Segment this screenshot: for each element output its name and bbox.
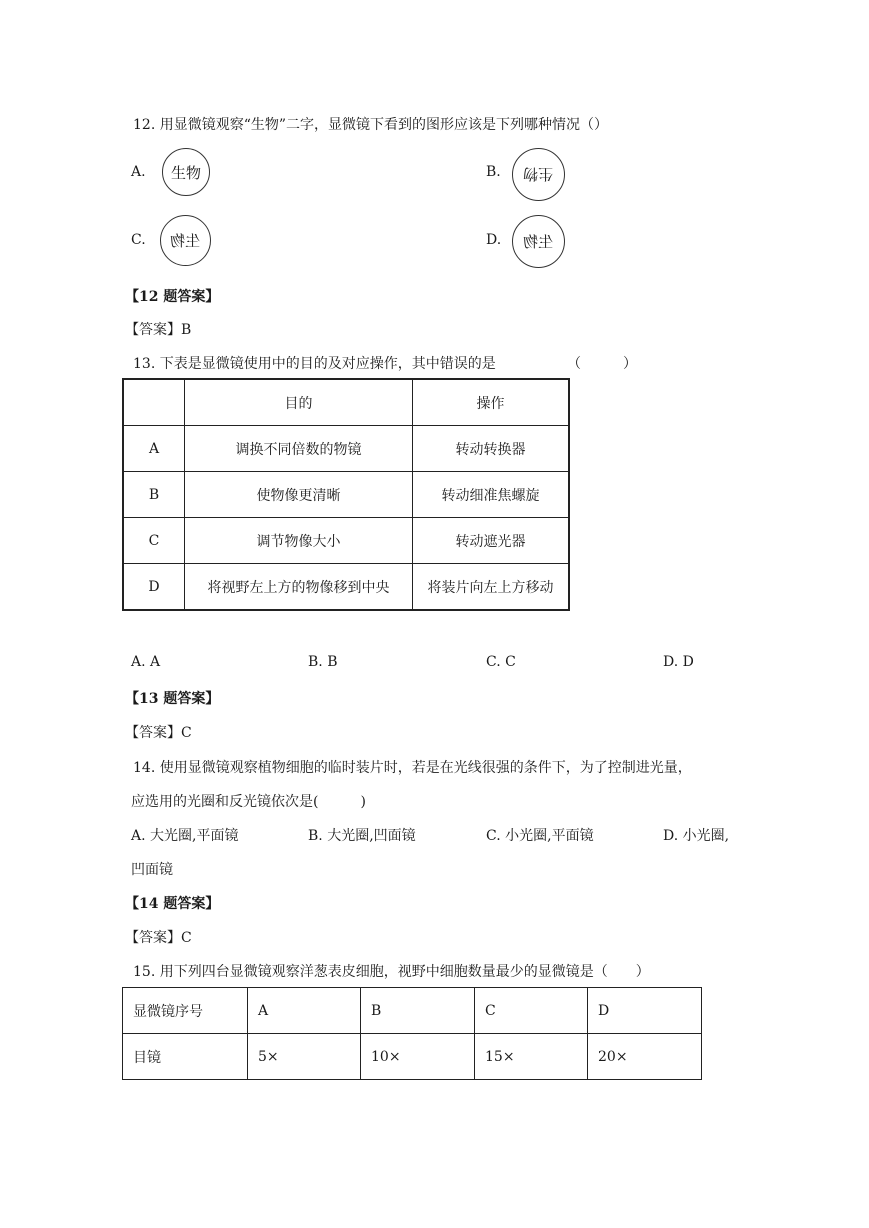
- q12-option-b-image: [512, 148, 565, 201]
- table-header: 操作: [413, 379, 570, 426]
- q14-option-b: B. 大光圈,凹面镜: [308, 828, 416, 844]
- table-cell: D: [123, 564, 185, 611]
- table-cell: 调换不同倍数的物镜: [185, 426, 413, 472]
- q14-answer: 【答案】C: [125, 930, 192, 946]
- q12-answer: 【答案】B: [125, 322, 192, 338]
- table-cell: C: [475, 988, 588, 1034]
- q14-question-line1: 14. 使用显微镜观察植物细胞的临时装片时，若是在光线很强的条件下，为了控制进光量，: [133, 760, 692, 776]
- q14-option-a: A. 大光圈,平面镜: [131, 828, 239, 844]
- q12-question: 12. 用显微镜观察“生物”二字，显微镜下看到的图形应该是下列哪种情况（）: [133, 117, 609, 133]
- table-cell: 目镜: [123, 1034, 248, 1080]
- table-cell: 将装片向左上方移动: [413, 564, 570, 611]
- table-row: [123, 472, 569, 518]
- table-cell: 5×: [248, 1034, 361, 1080]
- q13-answer-heading: 【13 题答案】: [125, 691, 220, 707]
- q12-option-b-text: 生物: [523, 165, 554, 183]
- q14-answer-heading: 【14 题答案】: [125, 896, 220, 912]
- q12-option-c-label: C.: [131, 232, 146, 248]
- q13-option-b: B. B: [308, 654, 338, 670]
- q13-question: 13. 下表是显微镜使用中的目的及对应操作，其中错误的是: [133, 356, 496, 372]
- table-cell: 显微镜序号: [123, 988, 248, 1034]
- q12-option-c-text: 生物: [170, 232, 201, 250]
- q14-option-c: C. 小光圈,平面镜: [486, 828, 594, 844]
- q13-option-a: A. A: [131, 654, 161, 670]
- q15-question: 15. 用下列四台显微镜观察洋葱表皮细胞，视野中细胞数量最少的显微镜是（ ）: [133, 964, 650, 980]
- q15-table: [122, 987, 702, 1080]
- q12-option-a-label: A.: [131, 164, 146, 180]
- q13-answer: 【答案】C: [125, 725, 192, 741]
- table-cell: B: [361, 988, 475, 1034]
- q12-option-a-text: 生物: [170, 163, 201, 182]
- q12-option-c-image: [160, 215, 211, 266]
- table-cell: 转动遮光器: [413, 518, 570, 564]
- table-cell: 15×: [475, 1034, 588, 1080]
- q13-paren: （ ）: [567, 356, 637, 372]
- table-cell: 10×: [361, 1034, 475, 1080]
- table-cell: D: [588, 988, 702, 1034]
- q12-option-d-label: D.: [486, 232, 502, 248]
- table-cell: 使物像更清晰: [185, 472, 413, 518]
- table-row: [123, 1034, 702, 1080]
- table-row: [123, 426, 569, 472]
- q12-option-b-label: B.: [486, 164, 501, 180]
- q12-option-d-image: [512, 215, 565, 268]
- table-row: [123, 988, 702, 1034]
- table-cell: 调节物像大小: [185, 518, 413, 564]
- table-row: [123, 564, 569, 611]
- q13-option-c: C. C: [486, 654, 516, 670]
- table-cell: [123, 379, 185, 426]
- q13-option-d: D. D: [663, 654, 694, 670]
- table-cell: C: [123, 518, 185, 564]
- table-cell: 转动细准焦螺旋: [413, 472, 570, 518]
- q13-table: [122, 378, 570, 611]
- q14-option-d-cont: 凹面镜: [131, 862, 173, 878]
- q14-question-line2: 应选用的光圈和反光镜依次是( ): [131, 794, 366, 810]
- table-cell: B: [123, 472, 185, 518]
- table-row: [123, 518, 569, 564]
- q12-answer-heading: 【12 题答案】: [125, 289, 220, 305]
- table-row: [123, 379, 569, 426]
- table-cell: 20×: [588, 1034, 702, 1080]
- q12-option-d-text: 生物: [523, 233, 554, 251]
- q12-option-a-image: [162, 148, 210, 196]
- table-cell: A: [248, 988, 361, 1034]
- table-cell: 将视野左上方的物像移到中央: [185, 564, 413, 611]
- table-header: 目的: [185, 379, 413, 426]
- q14-option-d: D. 小光圈,: [663, 828, 730, 844]
- table-cell: A: [123, 426, 185, 472]
- table-cell: 转动转换器: [413, 426, 570, 472]
